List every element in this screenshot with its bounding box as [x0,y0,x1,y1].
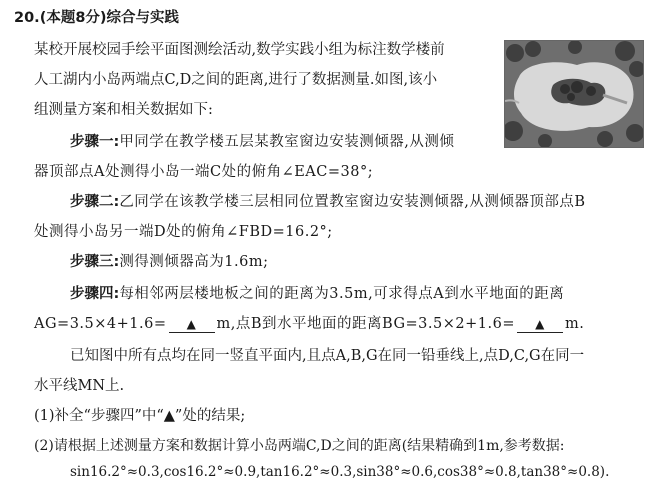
bg-unit: m. [564,316,585,332]
answer-blank-bg[interactable] [517,316,563,333]
step4-line-2 [34,314,584,334]
step2-line-2: 处测得小岛另一端D处的俯角∠FBD=16.2°; [34,224,333,240]
intro-line-2: 人工湖内小岛两端点C,D之间的距离,进行了数据测量.如图,该小 [34,72,438,88]
answer-blank-ag[interactable] [169,316,215,333]
lake-island-photo-drawing [505,41,643,147]
step1-label: 步骤一: [70,134,120,150]
ag-formula: AG=3.5×4+1.6= [34,316,167,332]
known-line-1: 已知图中所有点均在同一竖直平面内,且点A,B,G在同一铅垂线上,点D,C,G在同一 [70,348,585,364]
step1-line-1 [70,132,454,152]
question-title: (本题8分)综合与实践 [39,10,180,26]
intro-line-3: 组测量方案和相关数据如下: [34,102,213,118]
step2-text-1: 乙同学在该教学楼三层相同位置教室窗边安装测倾器,从测倾器顶部点B [119,194,586,210]
sub-question-1: (1)补全“步骤四”中“▲”处的结果; [34,408,246,424]
question-number: 20. [14,10,40,26]
step2-line-1 [70,192,586,212]
bg-formula: m,点B到水平地面的距离BG=3.5×2+1.6= [216,316,515,332]
step3-label: 步骤三: [70,254,120,270]
lake-island-photo [504,40,644,148]
step3-line [70,252,269,272]
step4-label: 步骤四: [70,286,120,302]
sub-question-2-line-1: (2)请根据上述测量方案和数据计算小岛两端C,D之间的距离(结果精确到1m,参考数据: [34,438,565,454]
known-line-2: 水平线MN上. [34,378,125,394]
step2-label: 步骤二: [70,194,120,210]
triangle-marker-icon: ▲ [186,317,197,331]
step1-text-1: 甲同学在教学楼五层某教室窗边安装测倾器,从测倾 [119,134,455,150]
step4-line-1 [70,284,564,304]
intro-line-1: 某校开展校园手绘平面图测绘活动,数学实践小组为标注数学楼前 [34,42,445,58]
step3-text: 测得测倾器高为1.6m; [119,254,269,270]
step4-text-1: 每相邻两层楼地板之间的距离为3.5m,可求得点A到水平地面的距离 [119,286,565,302]
sub-question-2-reference-data: sin16.2°≈0.3,cos16.2°≈0.9,tan16.2°≈0.3,sin38°≈0.6,cos38°≈0.8,tan38°≈0.8). [70,464,610,480]
step1-line-2: 器顶部点A处测得小岛一端C处的俯角∠EAC=38°; [34,164,374,180]
triangle-marker-icon: ▲ [535,317,545,331]
question-header [14,8,179,28]
